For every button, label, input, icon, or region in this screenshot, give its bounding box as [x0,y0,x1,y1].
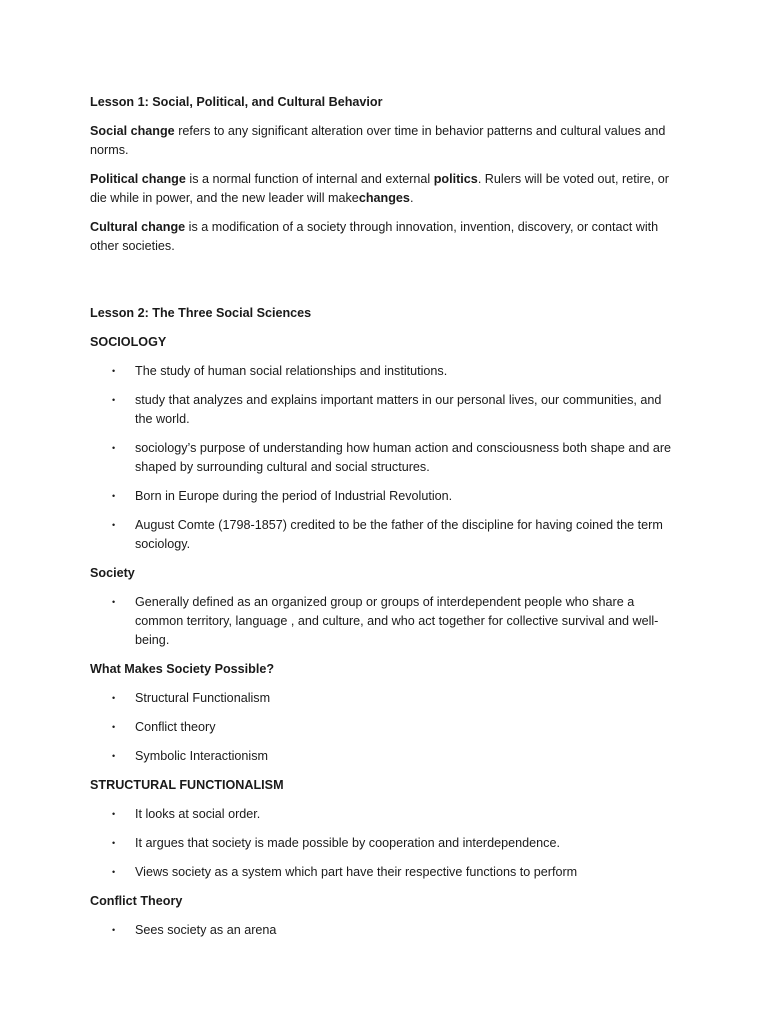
social-change-paragraph [90,122,680,160]
society-heading: Society [90,566,135,580]
political-change-term: Political change [90,172,186,186]
list-item [90,439,680,477]
list-item-text: Sees society as an arena [135,923,277,937]
list-item [90,921,680,940]
lesson1-title: Lesson 1: Social, Political, and Cultural Behavior [90,95,383,109]
document-page [90,93,680,950]
list-item [90,834,680,853]
list-item-text: study that analyzes and explains important matters in our personal lives, our communities, and the world. [135,393,662,426]
list-item [90,718,680,737]
sociology-heading: SOCIOLOGY [90,335,167,349]
list-item [90,593,680,650]
list-item-text: The study of human social relationships and institutions. [135,364,448,378]
social-change-text: refers to any significant alteration over time in behavior patterns and cultural values and norms. [90,124,666,157]
list-item-text: It argues that society is made possible by cooperation and interdependence. [135,836,560,850]
bullet-icon: • [112,443,116,453]
list-item [90,805,680,824]
bullet-icon: • [112,366,116,376]
sociology-list [90,362,680,554]
bullet-icon: • [112,722,116,732]
list-item [90,747,680,766]
bullet-icon: • [112,395,116,405]
bullet-icon: • [112,693,116,703]
cultural-change-term: Cultural change [90,220,186,234]
cultural-change-paragraph [90,218,680,256]
list-item-text: sociology’s purpose of understanding how human action and consciousness both shape and are shaped by surrounding cultural and social structures. [135,441,672,474]
list-item-text: Symbolic Interactionism [135,749,268,763]
political-change-paragraph [90,170,680,208]
bullet-icon: • [112,925,116,935]
list-item [90,391,680,429]
list-item-text: Generally defined as an organized group or groups of interdependent people who share a common territory, language , and culture, and who act together for collective survival and well-being. [135,595,659,647]
list-item-text: Conflict theory [135,720,216,734]
bullet-icon: • [112,809,116,819]
conflict-theory-heading: Conflict Theory [90,894,183,908]
what-makes-society-possible-heading: What Makes Society Possible? [90,662,275,676]
list-item [90,863,680,882]
political-change-text-1: is a normal function of internal and external [185,172,434,186]
bullet-icon: • [112,867,116,877]
list-item-text: Structural Functionalism [135,691,271,705]
list-item [90,362,680,381]
list-item [90,487,680,506]
section-spacer [90,266,680,304]
bullet-icon: • [112,520,116,530]
bullet-icon: • [112,751,116,761]
society-list [90,593,680,650]
list-item-text: Born in Europe during the period of Industrial Revolution. [135,489,453,503]
lesson2-title: Lesson 2: The Three Social Sciences [90,306,312,320]
political-change-text-3: . [409,191,414,205]
politics-term: politics [433,172,478,186]
list-item-text: Views society as a system which part have their respective functions to perform [135,865,578,879]
political-change-text-2: . Rulers will be voted out, retire, or die while in power, and the new leader will make [90,172,669,205]
list-item [90,689,680,708]
structural-functionalism-list [90,805,680,882]
changes-term: changes [358,191,410,205]
list-item [90,516,680,554]
bullet-icon: • [112,838,116,848]
list-item-text: August Comte (1798-1857) credited to be the father of the discipline for having coined the term sociology. [135,518,663,551]
conflict-theory-list [90,921,680,940]
structural-functionalism-heading: STRUCTURAL FUNCTIONALISM [90,778,284,792]
bullet-icon: • [112,491,116,501]
social-change-term: Social change [90,124,175,138]
bullet-icon: • [112,597,116,607]
list-item-text: It looks at social order. [135,807,261,821]
theories-list [90,689,680,766]
cultural-change-text: is a modification of a society through innovation, invention, discovery, or contact with other societies. [90,220,659,253]
